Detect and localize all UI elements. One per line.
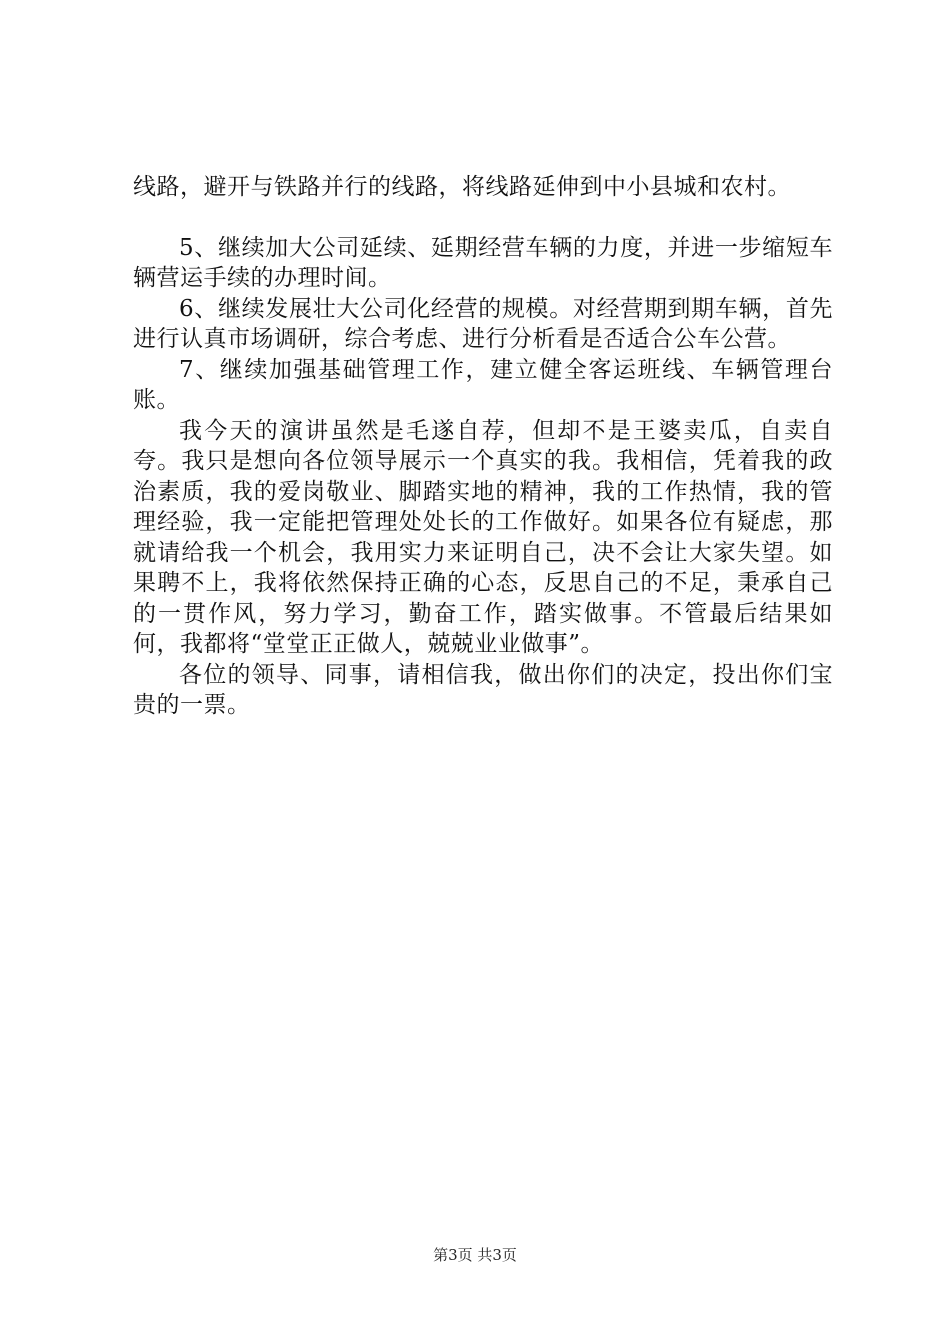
paragraph-item-5: 5、继续加大公司延续、延期经营车辆的力度，并进一步缩短车辆营运手续的办理时间。 xyxy=(133,234,833,291)
page-number-footer: 第3页 共3页 xyxy=(433,1246,517,1264)
paragraph-speech-statement: 我今天的演讲虽然是毛遂自荐，但却不是王婆卖瓜，自卖自夸。我只是想向各位领导展示一个真实的我。我相信，凭着我的政治素质，我的爱岗敬业、脚踏实地的精神，我的工作热情，我的管理经验，我一定能把管理处处长的工作做好。如果各位有疑虑，那就请给我一个机会，我用实力来证明自己，决不会让大家失望。如果聘不上，我将依然保持正确的心态，反思自己的不足，秉承自己的一贯作风，努力学习，勤奋工作，踏实做事。不管最后结果如何，我都将“堂堂正正做人，兢兢业业做事”。 xyxy=(133,417,833,657)
paragraph-closing-appeal: 各位的领导、同事，请相信我，做出你们的决定，投出你们宝贵的一票。 xyxy=(133,661,833,718)
paragraph-item-7: 7、继续加强基础管理工作，建立健全客运班线、车辆管理台账。 xyxy=(133,356,833,413)
document-body xyxy=(133,172,833,721)
paragraph-continued-route: 线路，避开与铁路并行的线路，将线路延伸到中小县城和农村。 xyxy=(133,174,791,200)
paragraph-item-6: 6、继续发展壮大公司化经营的规模。对经营期到期车辆，首先进行认真市场调研，综合考虑、进行分析看是否适合公车公营。 xyxy=(133,295,833,352)
